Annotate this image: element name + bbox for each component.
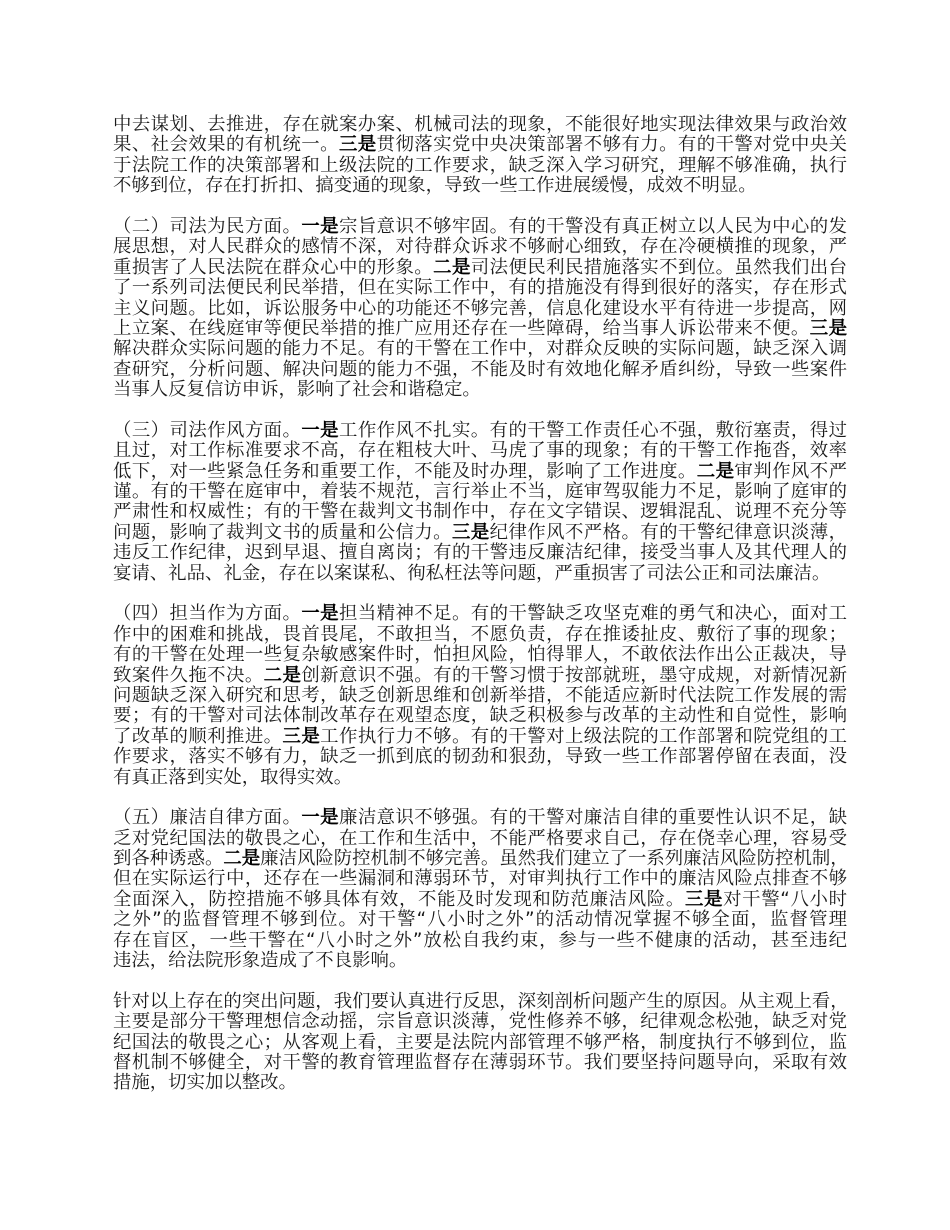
text-line (113, 156, 847, 176)
paragraph (113, 217, 847, 401)
text-segment: 创新意识不强。有的干警习惯于按部就班，墨守成规，对新情况新 (301, 664, 847, 686)
text-segment: （五）廉洁自律方面。 (113, 807, 302, 829)
text-segment: 中去谋划、去推进，存在就案办案、机械司法的现象，不能很好地实现法律效果与政治效 (113, 114, 847, 135)
text-segment: 查研究，分析问题、解决问题的能力不强，不能及时有效地化解矛盾纠纷，导致一些案件 (113, 358, 847, 380)
text-segment: 谨。有的干警在庭审中，着装不规范，言行举止不当，庭审驾驭能力不足，影响了庭审的 (113, 481, 847, 503)
text-line (113, 625, 847, 645)
text-line (113, 115, 847, 135)
text-line (113, 217, 847, 237)
text-line (113, 482, 847, 502)
text-segment: 问题缺乏深入研究和思考，缺乏创新思维和创新举措，不能适应新时代法院工作发展的需 (113, 684, 847, 706)
text-segment: 担当精神不足。有的干警缺乏攻坚克难的勇气和决心，面对工 (338, 603, 847, 625)
text-line (113, 421, 847, 441)
text-line (113, 666, 847, 686)
text-line (113, 237, 847, 257)
text-line (113, 604, 847, 624)
paragraph (113, 604, 847, 788)
text-segment: 纪律作风不严格。有的干警纪律意识淡薄， (489, 521, 847, 543)
text-line (113, 319, 847, 339)
text-segment: 违反工作纪律，迟到早退、擅自离岗；有的干警违反廉洁纪律，接受当事人及其代理人的 (113, 542, 847, 564)
text-segment: 到各种诱惑。 (113, 848, 224, 870)
paragraph (113, 115, 847, 197)
text-segment: 宴请、礼品、礼金，存在以案谋私、徇私枉法等问题，严重损害了司法公正和司法廉洁。 (113, 562, 831, 584)
text-line (113, 727, 847, 747)
text-line (113, 278, 847, 298)
text-segment: 全面深入，防控措施不够具体有效，不能及时发现和防范廉洁风险。 (113, 888, 685, 910)
text-segment: 且过，对工作标准要求不高，存在粗枝大叶、马虎了事的现象；有的干警工作拖沓，效率 (113, 440, 847, 462)
text-line (113, 910, 847, 930)
text-line (113, 645, 847, 665)
text-segment: 严肃性和权威性；有的干警在裁判文书制作中，存在文字错误、逻辑混乱、说理不充分等 (113, 501, 847, 523)
text-segment: （三）司法作风方面。 (113, 419, 302, 441)
text-segment: 作要求，落实不够有力，缺乏一抓到底的韧劲和狠劲，导致一些工作部署停留在表面，没 (113, 746, 847, 768)
bold-keyword: 一是 (301, 215, 339, 237)
bold-keyword: 三是 (684, 888, 724, 910)
bold-keyword: 三是 (282, 725, 321, 747)
paragraph (113, 808, 847, 971)
text-line (113, 931, 847, 951)
text-segment: 不够到位，存在打折扣、搞变通的现象，导致一些工作进展缓慢，成效不明显。 (113, 175, 757, 197)
text-segment: （二）司法为民方面。 (113, 215, 302, 237)
text-segment: 但在实际运行中，还存在一些漏洞和薄弱环节，对审判执行工作中的廉洁风险点排查不够 (113, 868, 847, 890)
text-segment: 廉洁风险防控机制不够完善。虽然我们建立了一系列廉洁风险防控机制， (260, 848, 849, 870)
text-line (113, 768, 847, 788)
bold-keyword: 二是 (433, 256, 471, 278)
bold-keyword: 一是 (301, 419, 339, 441)
text-segment: 措施，切实加以整改。 (113, 1072, 297, 1094)
text-segment: 致案件久拖不决。 (113, 664, 264, 686)
bold-keyword: 二是 (263, 664, 302, 686)
text-segment: 重损害了人民法院在群众心中的形象。 (113, 256, 434, 278)
text-line (113, 1053, 847, 1073)
text-segment: 存在盲区，一些干警在“八小时之外”放松自我约束，参与一些不健康的活动，甚至违纪 (113, 929, 847, 951)
text-segment: 违法，给法院形象造成了不良影响。 (113, 950, 408, 972)
text-line (113, 1012, 847, 1032)
text-segment: 要；有的干警对司法体制改革存在观望态度，缺乏积极参与改革的主动性和自觉性，影响 (113, 705, 847, 727)
text-line (113, 829, 847, 849)
text-segment: 有真正落到实处，取得实效。 (113, 766, 353, 788)
text-segment: 针对以上存在的突出问题，我们要认真进行反思，深刻剖析问题产生的原因。从主观上看， (113, 990, 849, 1012)
text-line (113, 951, 847, 971)
bold-keyword: 三是 (809, 317, 847, 339)
text-segment: 宗旨意识不够牢固。有的干警没有真正树立以人民为中心的发 (338, 215, 847, 237)
text-line (113, 502, 847, 522)
text-segment: 上立案、在线庭审等便民举措的推广应用还存在一些障碍，给当事人诉讼带来不便。 (113, 317, 810, 339)
text-segment: 果、社会效果的有机统一。 (113, 134, 339, 156)
bold-keyword: 三是 (338, 134, 377, 156)
text-line (113, 135, 847, 155)
text-line (113, 890, 847, 910)
text-segment: （四）担当作为方面。 (113, 603, 302, 625)
text-line (113, 992, 847, 1012)
text-line (113, 869, 847, 889)
text-line (113, 462, 847, 482)
text-line (113, 176, 847, 196)
text-segment: 工作执行力不够。有的干警对上级法院的工作部署和院党组的工 (320, 725, 847, 747)
text-segment: 督机制不够健全，对干警的教育管理监督存在薄弱环节。我们要坚持问题导向，采取有效 (113, 1051, 847, 1073)
text-line (113, 360, 847, 380)
text-line (113, 543, 847, 563)
text-segment: 解决群众实际问题的能力不足。有的干警在工作中，对群众反映的实际问题，缺乏深入调 (113, 338, 847, 360)
text-segment: 低下，对一些紧急任务和重要工作，不能及时办理，影响了工作进度。 (113, 460, 697, 482)
text-line (113, 1073, 847, 1093)
text-segment: 展思想，对人民群众的感情不深，对待群众诉求不够耐心细致，存在冷硬横推的现象，严 (113, 236, 847, 258)
text-line (113, 706, 847, 726)
text-line (113, 686, 847, 706)
text-segment: 工作作风不扎实。有的干警工作责任心不强，敷衍塞责，得过 (338, 419, 847, 441)
text-segment: 有的干警在处理一些复杂敏感案件时，怕担风险，怕得罪人，不敢依法作出公正裁决，导 (113, 644, 847, 666)
text-segment: 了改革的顺利推进。 (113, 725, 283, 747)
text-segment: 司法便民利民措施落实不到位。虽然我们出台 (470, 256, 847, 278)
text-line (113, 523, 847, 543)
document-body (113, 115, 847, 1114)
bold-keyword: 二是 (696, 460, 735, 482)
text-segment: 主要是部分干警理想信念动摇，宗旨意识淡薄，党性修养不够，纪律观念松弛，缺乏对党 (113, 1011, 847, 1033)
text-segment: 于法院工作的决策部署和上级法院的工作要求，缺乏深入学习研究，理解不够准确，执行 (113, 154, 847, 176)
bold-keyword: 三是 (451, 521, 490, 543)
text-segment: 当事人反复信访申诉，影响了社会和谐稳定。 (113, 379, 481, 401)
text-segment: 主义问题。比如，诉讼服务中心的功能还不够完善，信息化建设水平有待进一步提高，网 (113, 297, 847, 319)
bold-keyword: 一是 (301, 807, 339, 829)
paragraph (113, 421, 847, 584)
text-segment: 了一系列司法便民利民举措，但在实际工作中，有的措施没有得到很好的落实，存在形式 (113, 277, 847, 299)
paragraph (113, 992, 847, 1094)
text-line (113, 808, 847, 828)
text-line (113, 441, 847, 461)
text-line (113, 380, 847, 400)
text-segment: 之外”的监督管理不够到位。对干警“八小时之外”的活动情况掌握不够全面，监督管理 (113, 909, 847, 931)
text-segment: 作中的困难和挑战，畏首畏尾，不敢担当，不愿负责，存在推诿扯皮、敷衍了事的现象； (113, 623, 847, 645)
bold-keyword: 二是 (223, 848, 261, 870)
text-line (113, 849, 847, 869)
bold-keyword: 一是 (301, 603, 339, 625)
text-line (113, 299, 847, 319)
text-line (113, 564, 847, 584)
text-line (113, 258, 847, 278)
text-segment: 贯彻落实党中央决策部署不够有力。有的干警对党中央关 (376, 134, 847, 156)
text-segment: 审判作风不严 (734, 460, 847, 482)
text-segment: 问题，影响了裁判文书的质量和公信力。 (113, 521, 452, 543)
text-line (113, 339, 847, 359)
text-line (113, 747, 847, 767)
text-segment: 对干警“八小时 (723, 888, 847, 910)
text-segment: 纪国法的敬畏之心；从客观上看，主要是法院内部管理不够严格，制度执行不够到位，监 (113, 1031, 847, 1053)
text-segment: 廉洁意识不够强。有的干警对廉洁自律的重要性认识不足，缺 (338, 807, 847, 829)
text-segment: 乏对党纪国法的敬畏之心，在工作和生活中，不能严格要求自己，存在侥幸心理，容易受 (113, 827, 847, 849)
text-line (113, 1033, 847, 1053)
